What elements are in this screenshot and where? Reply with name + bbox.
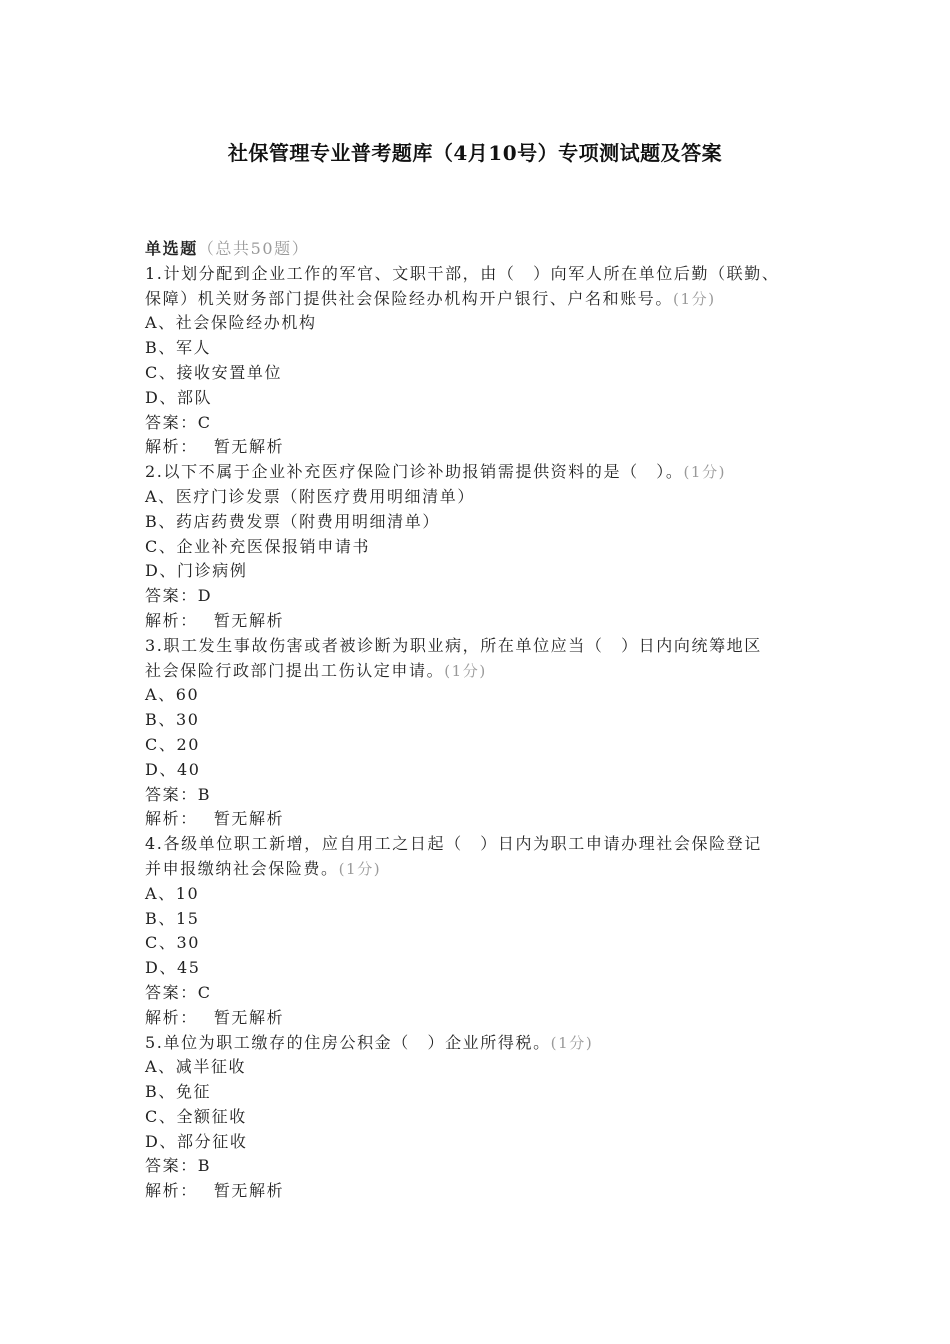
question-5 bbox=[145, 1031, 835, 1205]
option-c: C、全额征收 bbox=[145, 1106, 247, 1126]
section-heading bbox=[145, 237, 835, 262]
question-score: (1分) bbox=[673, 289, 716, 308]
analysis-text: 暂无解析 bbox=[213, 1181, 285, 1201]
question-score: (1分) bbox=[444, 661, 487, 680]
document-title: 社保管理专业普考题库（4月10号）专项测试题及答案 bbox=[227, 141, 723, 165]
analysis-label: 解析： bbox=[145, 437, 198, 457]
option-c: C、企业补充医保报销申请书 bbox=[145, 536, 371, 556]
option-a: A、10 bbox=[145, 883, 200, 903]
answer: 答案：C bbox=[145, 982, 212, 1002]
analysis bbox=[145, 1006, 835, 1031]
option-d: D、部队 bbox=[145, 387, 213, 407]
option-a: A、减半征收 bbox=[145, 1057, 247, 1077]
option-c: C、30 bbox=[145, 933, 201, 953]
analysis-text: 暂无解析 bbox=[213, 437, 285, 457]
question-text-line: 并申报缴纳社会保险费。(1分) bbox=[145, 858, 382, 878]
analysis-label: 解析： bbox=[145, 1181, 198, 1201]
question-text-line: 1.计划分配到企业工作的军官、文职干部，由（ ）向军人所在单位后勤（联勤、 bbox=[145, 263, 780, 283]
section-total: （总共50题） bbox=[197, 239, 310, 258]
option-a: A、社会保险经办机构 bbox=[145, 313, 317, 333]
option-c: C、20 bbox=[145, 734, 201, 754]
question-text-line: 社会保险行政部门提出工伤认定申请。(1分) bbox=[145, 660, 487, 680]
question-4 bbox=[145, 832, 835, 1030]
analysis bbox=[145, 435, 835, 460]
analysis bbox=[145, 807, 835, 832]
question-2 bbox=[145, 460, 835, 634]
option-b: B、15 bbox=[145, 908, 200, 928]
analysis-text: 暂无解析 bbox=[213, 809, 285, 829]
analysis bbox=[145, 609, 835, 634]
question-text-line: 4.各级单位职工新增，应自用工之日起（ ）日内为职工申请办理社会保险登记 bbox=[145, 834, 762, 854]
option-d: D、部分征收 bbox=[145, 1131, 248, 1151]
option-d: D、45 bbox=[145, 958, 201, 978]
question-1 bbox=[145, 262, 835, 460]
question-text-line: 2.以下不属于企业补充医疗保险门诊补助报销需提供资料的是（ ）。(1分) bbox=[145, 462, 727, 482]
analysis-text: 暂无解析 bbox=[213, 610, 285, 630]
question-text-line: 保障）机关财务部门提供社会保险经办机构开户银行、户名和账号。(1分) bbox=[145, 288, 716, 308]
question-3 bbox=[145, 634, 835, 832]
question-text-line: 5.单位为职工缴存的住房公积金（ ）企业所得税。(1分) bbox=[145, 1032, 594, 1052]
option-b: B、免征 bbox=[145, 1082, 212, 1102]
option-b: B、军人 bbox=[145, 338, 212, 358]
analysis-label: 解析： bbox=[145, 1007, 198, 1027]
analysis-label: 解析： bbox=[145, 610, 198, 630]
question-score: (1分) bbox=[683, 463, 727, 482]
answer: 答案：D bbox=[145, 586, 213, 606]
option-b: B、药店药费发票（附费用明细清单） bbox=[145, 511, 440, 531]
option-d: D、门诊病例 bbox=[145, 561, 248, 581]
answer: 答案：B bbox=[145, 1156, 212, 1176]
option-a: A、60 bbox=[145, 685, 200, 705]
answer: 答案：C bbox=[145, 412, 212, 432]
section-title: 单选题 bbox=[145, 239, 198, 258]
question-text-line: 3.职工发生事故伤害或者被诊断为职业病，所在单位应当（ ）日内向统筹地区 bbox=[145, 635, 762, 655]
option-c: C、接收安置单位 bbox=[145, 362, 283, 382]
question-score: (1分) bbox=[338, 859, 382, 878]
document-content bbox=[145, 237, 835, 1204]
question-score: (1分) bbox=[550, 1033, 594, 1052]
option-b: B、30 bbox=[145, 710, 200, 730]
option-a: A、医疗门诊发票（附医疗费用明细清单） bbox=[145, 486, 475, 506]
answer: 答案：B bbox=[145, 784, 212, 804]
analysis bbox=[145, 1179, 835, 1204]
option-d: D、40 bbox=[145, 759, 201, 779]
analysis-text: 暂无解析 bbox=[213, 1007, 285, 1027]
analysis-label: 解析： bbox=[145, 809, 198, 829]
